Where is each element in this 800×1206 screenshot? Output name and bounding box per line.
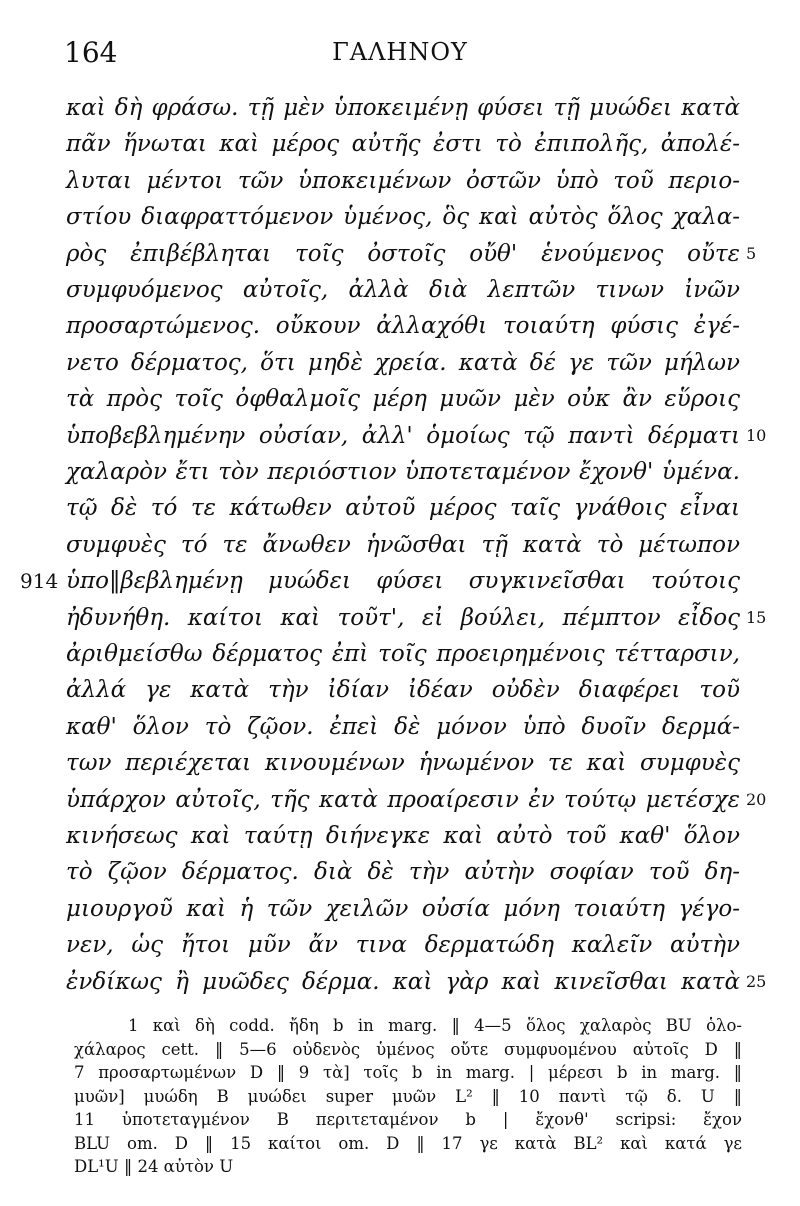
text-line: ἐνδίκως ἢ μυῶδες δέρμα. καὶ γὰρ καὶ κινεῖσθαι κατὰ bbox=[66, 968, 740, 995]
text-line: ρὸς ἐπιβέβληται τοῖς ὀστοῖς οὔθ' ἑνούμενος οὔτε bbox=[66, 240, 740, 267]
text-line: ὑπάρχον αὐτοῖς, τῆς κατὰ προαίρεσιν ἐν τούτῳ μετέσχε bbox=[66, 786, 740, 813]
text-line: νετο δέρματος, ὅτι μηδὲ χρεία. κατὰ δέ γε τῶν μήλων bbox=[66, 349, 740, 376]
line-number: 10 bbox=[746, 425, 767, 445]
text-line: νεν, ὡς ἤτοι μῦν ἄν τινα δερματώδη καλεῖν αὐτὴν bbox=[66, 932, 740, 959]
text-line: ἠδυνήθη. καίτοι καὶ τοῦτ', εἰ βούλει, πέμπτον εἶδος bbox=[66, 604, 740, 631]
text-line: χαλαρὸν ἔτι τὸν περιόστιον ὑποτεταμένον ἔχονθ' ὑμένα. bbox=[66, 459, 740, 485]
margin-page-reference: 914 bbox=[20, 569, 59, 594]
text-line: ἀλλά γε κατὰ τὴν ἰδίαν ἰδέαν οὐδὲν διαφέρει τοῦ bbox=[66, 677, 740, 704]
line-number: 20 bbox=[746, 789, 767, 809]
footnote-line: 11 ὑποτεταγμένον B περιτεταμένον b | ἔχονθ' scripsi: ἔχον bbox=[74, 1110, 742, 1129]
footnote-line: μυῶν] μυώδη B μυώδει super μυῶν L² ‖ 10 παντὶ τῷ δ. U ‖ bbox=[74, 1086, 742, 1106]
footnote-line: DL¹U ‖ 24 αὐτὸν U bbox=[74, 1157, 234, 1176]
text-line: τῷ δὲ τό τε κάτωθεν αὐτοῦ μέρος ταῖς γνάθοις εἶναι bbox=[66, 495, 740, 522]
text-line: συμφυόμενος αὐτοῖς, ἀλλὰ διὰ λεπτῶν τινων ἰνῶν bbox=[66, 277, 740, 303]
text-line: ὑποβεβλημένην οὐσίαν, ἀλλ' ὁμοίως τῷ παντὶ δέρματι bbox=[66, 422, 740, 449]
text-line: καθ' ὅλον τὸ ζῷον. ἐπεὶ δὲ μόνον ὑπὸ δυοῖν δερμά- bbox=[66, 713, 740, 740]
footnote-line: 7 προσαρτωμένων D ‖ 9 τὰ] τοῖς b in marg. | μέρεσι b in marg. ‖ bbox=[74, 1063, 742, 1082]
text-line: τὸ ζῷον δέρματος. διὰ δὲ τὴν αὐτὴν σοφίαν τοῦ δη- bbox=[66, 859, 740, 886]
line-number: 25 bbox=[746, 971, 767, 991]
text-line: πᾶν ἥνωται καὶ μέρος αὐτῆς ἐστι τὸ ἐπιπολῆς, ἀπολέ- bbox=[66, 131, 740, 158]
text-line: μιουργοῦ καὶ ἡ τῶν χειλῶν οὐσία μόνη τοιαύτη γέγο- bbox=[66, 895, 740, 922]
running-title: ΓΑΛΗΝΟΥ bbox=[332, 38, 468, 66]
text-line: λυται μέντοι τῶν ὑποκειμένων ὀστῶν ὑπὸ τοῦ περιο- bbox=[66, 167, 740, 194]
footnote-line: 1 καὶ δὴ codd. ἤδη b in marg. ‖ 4—5 ὅλος χαλαρὸς BU ὁλο- bbox=[128, 1016, 742, 1035]
footnote-line: BLU om. D ‖ 15 καίτοι om. D ‖ 17 γε κατὰ BL² καὶ κατά γε bbox=[74, 1133, 742, 1153]
footnote-line: χάλαρος cett. ‖ 5—6 οὐδενὸς ὑμένος οὔτε συμφυομένου αὐτοῖς D ‖ bbox=[74, 1039, 742, 1059]
text-line: των περιέχεται κινουμένων ἡνωμένον τε καὶ συμφυὲς bbox=[66, 750, 740, 777]
line-number: 15 bbox=[746, 607, 767, 627]
text-line: καὶ δὴ φράσω. τῇ μὲν ὑποκειμένῃ φύσει τῇ μυώδει κατὰ bbox=[66, 95, 740, 121]
page-header bbox=[0, 36, 800, 76]
text-line: ἀριθμείσθω δέρματος ἐπὶ τοῖς προειρημένοις τέτταρσιν, bbox=[66, 641, 740, 667]
text-line: ὑπο‖βεβλημένῃ μυώδει φύσει συγκινεῖσθαι τούτοις bbox=[66, 568, 740, 595]
page-number: 164 bbox=[64, 36, 118, 69]
text-line: τὰ πρὸς τοῖς ὀφθαλμοῖς μέρη μυῶν μὲν οὐκ ἂν εὕροις bbox=[66, 386, 740, 413]
text-line: στίου διαφραττόμενον ὑμένος, ὃς καὶ αὐτὸς ὅλος χαλα- bbox=[66, 204, 740, 231]
line-number: 5 bbox=[746, 243, 757, 263]
text-line: συμφυὲς τό τε ἄνωθεν ἡνῶσθαι τῇ κατὰ τὸ μέτωπον bbox=[66, 531, 740, 558]
text-line: προσαρτώμενος. οὔκουν ἀλλαχόθι τοιαύτη φύσις ἐγέ- bbox=[66, 313, 740, 340]
text-line: κινήσεως καὶ ταύτῃ διήνεγκε καὶ αὐτὸ τοῦ καθ' ὅλον bbox=[66, 823, 740, 849]
